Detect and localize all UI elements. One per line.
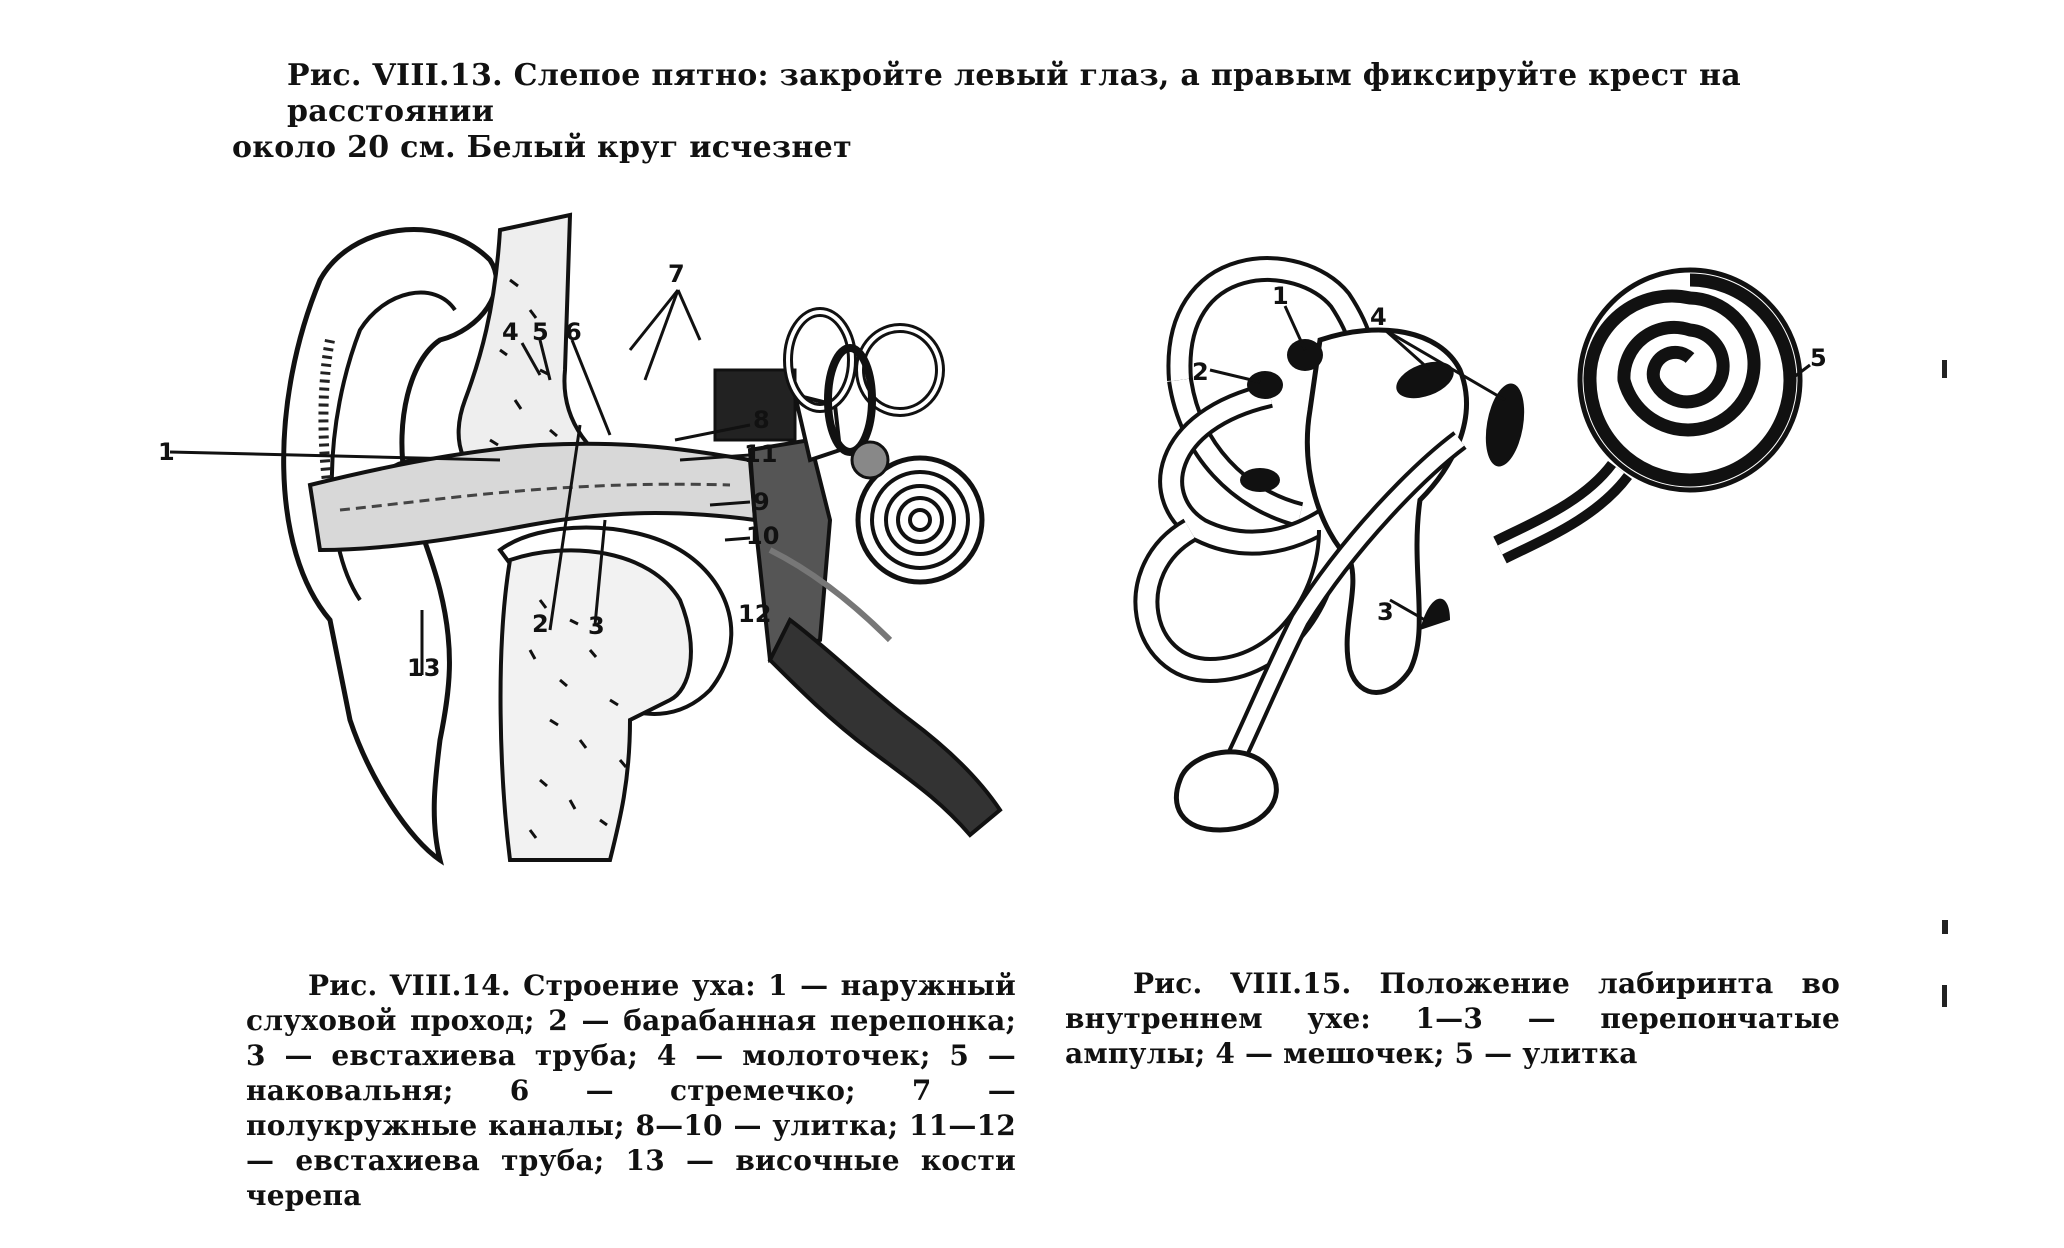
label-9: 9 bbox=[753, 488, 770, 516]
label-3: 3 bbox=[1377, 598, 1394, 626]
figure-15-labyrinth bbox=[1120, 270, 1860, 870]
label-3: 3 bbox=[588, 612, 605, 640]
label-10: 10 bbox=[746, 522, 780, 550]
figure-15-caption: Рис. VIII.15. Положение лабиринта во внутреннем ухе: 1—3 — перепончатые ампулы; 4 — мешочек; 5 — улитка bbox=[1065, 967, 1840, 1070]
scan-mark bbox=[1942, 985, 1947, 1007]
label-1: 1 bbox=[1272, 282, 1289, 310]
label-2: 2 bbox=[1192, 358, 1209, 386]
label-11: 11 bbox=[744, 440, 778, 468]
scan-mark bbox=[1942, 360, 1947, 378]
figure-14-caption: Рис. VIII.14. Строение уха: 1 — наружный слуховой проход; 2 — барабанная перепонка; 3 — евстахиева труба; 4 — молоточек; 5 — наковальня; 6 — стремечко; 7 — полукружные каналы; 8—10 — улитка; 11—12 — евстахиева труба; 13 — височные кости черепа bbox=[246, 969, 1016, 1212]
label-5: 5 bbox=[1810, 344, 1827, 372]
scan-mark bbox=[1942, 920, 1948, 934]
figure-13-caption-line-1: Рис. VIII.13. Слепое пятно: закройте левый глаз, а правым фиксируйте крест на расстоянии bbox=[287, 58, 1741, 129]
label-5: 5 bbox=[532, 318, 549, 346]
label-8: 8 bbox=[753, 406, 770, 434]
label-4: 4 bbox=[1370, 303, 1387, 331]
label-12: 12 bbox=[738, 600, 772, 628]
figure-13-caption-line-2: около 20 см. Белый круг исчезнет bbox=[232, 130, 852, 165]
figure-13-caption bbox=[232, 58, 1852, 166]
label-13: 13 bbox=[407, 654, 441, 682]
label-4: 4 bbox=[502, 318, 519, 346]
label-6: 6 bbox=[565, 318, 582, 346]
label-7: 7 bbox=[668, 260, 685, 288]
figure-14-ear-structure bbox=[158, 220, 1050, 900]
labyrinth-drawing bbox=[1120, 270, 1860, 870]
ear-anatomy-drawing bbox=[158, 220, 1050, 900]
label-1: 1 bbox=[158, 438, 175, 466]
label-2: 2 bbox=[532, 610, 549, 638]
